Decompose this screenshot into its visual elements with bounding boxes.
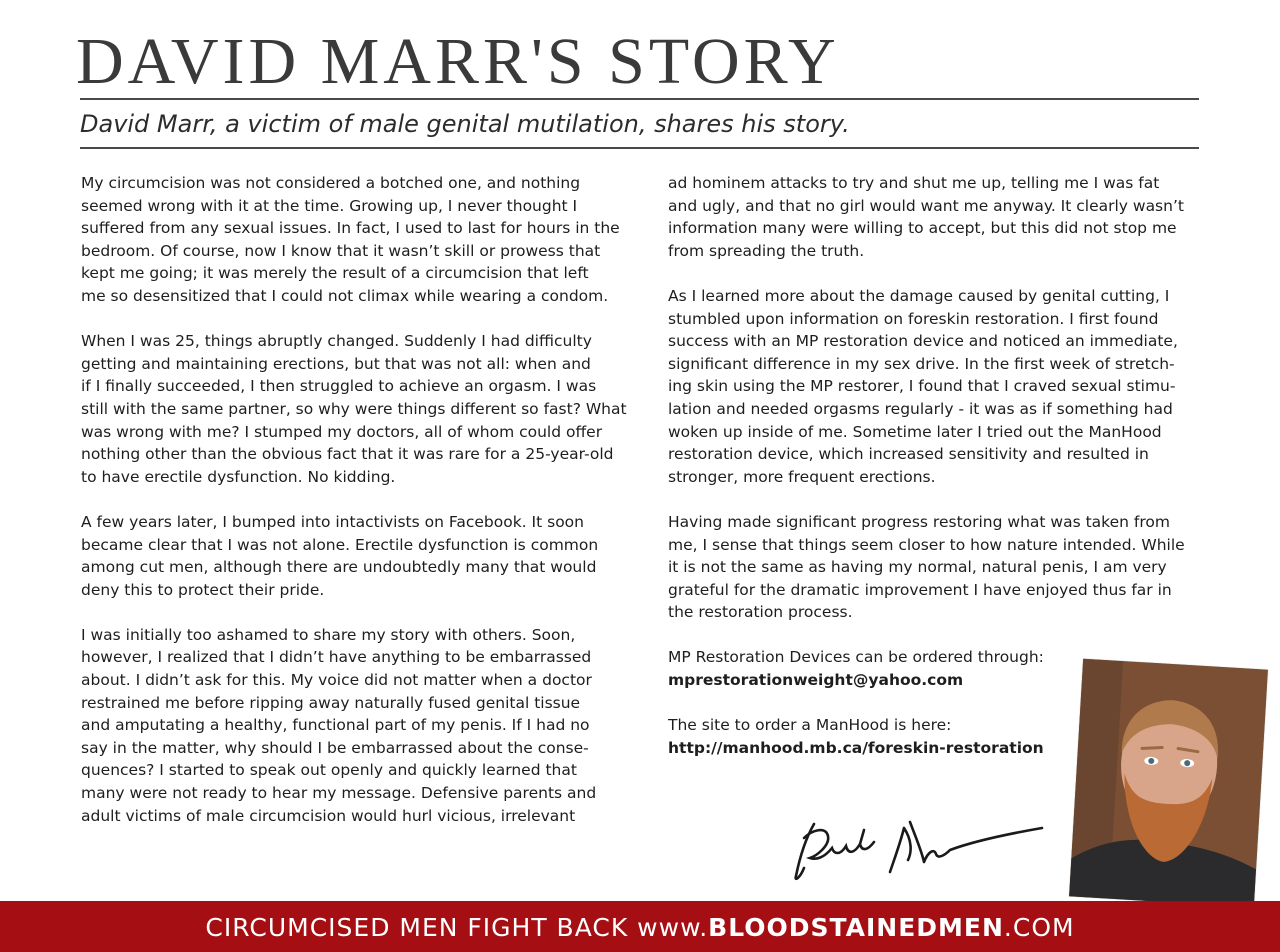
text-line: Having made significant progress restoring what was taken from (668, 512, 1170, 531)
text-line: My circumcision was not considered a botched one, and nothing (81, 174, 581, 192)
text-line: about. I didn’t ask for this. My voice did not matter when a doctor (81, 671, 592, 690)
text-line: kept me going; it was merely the result of a circumcision that left (81, 264, 589, 283)
text-line: among cut men, although there are undoubtedly many that would (81, 558, 597, 577)
text-line: suffered from any sexual issues. In fact, I used to last for hours in the (81, 219, 620, 238)
body-paragraph (81, 511, 621, 601)
text-line: stronger, more frequent erections. (668, 467, 936, 486)
portrait-photo (1069, 659, 1268, 908)
text-line: stumbled upon information on foreskin restoration. I first found (668, 309, 1159, 328)
text-line: ad hominem attacks to try and shut me up, telling me I was fat (668, 174, 1160, 192)
body-paragraph (668, 511, 1208, 624)
text-line: significant difference in my sex drive. In the first week of stretch- (668, 354, 1175, 373)
text-line: A few years later, I bumped into intactivists on Facebook. It soon (81, 512, 584, 531)
right-column-paragraphs (668, 172, 1208, 624)
text-line: however, I realized that I didn’t have anything to be embarrassed (81, 648, 592, 667)
manhood-order-label: The site to order a ManHood is here: (668, 716, 952, 735)
text-line: When I was 25, things abruptly changed. Suddenly I had difficulty (81, 332, 592, 351)
text-line: lation and needed orgasms regularly - it was as if something had (668, 399, 1173, 418)
text-line: many were not ready to hear my message. Defensive parents and (81, 784, 597, 803)
text-line: restoration device, which increased sensitivity and resulted in (668, 445, 1149, 464)
text-line: getting and maintaining erections, but that was not all: when and (81, 354, 591, 373)
text-line: information many were willing to accept, but this did not stop me (668, 219, 1177, 238)
left-column (81, 172, 627, 850)
footer-banner (0, 901, 1280, 952)
body-paragraph (668, 172, 1208, 262)
text-line: woken up inside of me. Sometime later I tried out the ManHood (668, 422, 1162, 441)
text-line: if I finally succeeded, I then struggled to achieve an orgasm. I was (81, 377, 597, 396)
manhood-url-link[interactable]: http://manhood.mb.ca/foreskin-restoration (668, 738, 1044, 757)
footer-text (0, 901, 1280, 952)
text-line: restrained me before ripping away naturally fused genital tissue (81, 693, 581, 712)
text-line: the restoration process. (668, 603, 853, 622)
text-line: say in the matter, why should I be embarrassed about the conse- (81, 738, 589, 757)
text-line: from spreading the truth. (668, 241, 865, 260)
mp-order-label: MP Restoration Devices can be ordered through: (668, 648, 1044, 667)
page-subtitle: David Marr, a victim of male genital mutilation, shares his story. (80, 110, 850, 138)
text-line: deny this to protect their pride. (81, 580, 325, 599)
text-line: success with an MP restoration device and noticed an immediate, (668, 332, 1178, 351)
subtitle-divider (80, 147, 1199, 149)
text-line: seemed wrong with it at the time. Growing up, I never thought I (81, 196, 578, 215)
text-line: still with the same partner, so why were things different so fast? What (81, 399, 627, 418)
text-line: it is not the same as having my normal, natural penis, I am very (668, 558, 1167, 577)
text-line: quences? I started to speak out openly and quickly learned that (81, 761, 577, 780)
page-title: DAVID MARR'S STORY (76, 25, 840, 98)
text-line: was wrong with me? I stumped my doctors, all of whom could offer (81, 422, 603, 441)
mp-email-link[interactable]: mprestorationweight@yahoo.com (668, 671, 964, 690)
text-line: grateful for the dramatic improvement I have enjoyed thus far in (668, 580, 1172, 599)
footer-url-brand: BLOODSTAINEDMEN (708, 913, 1004, 942)
footer-url-prefix: www. (637, 913, 709, 942)
text-line: me, I sense that things seem closer to how nature intended. While (668, 535, 1185, 554)
text-line: I was initially too ashamed to share my story with others. Soon, (81, 625, 576, 644)
text-line: me so desensitized that I could not climax while wearing a condom. (81, 286, 609, 305)
signature-icon (786, 808, 1048, 888)
footer-tagline: CIRCUMCISED MEN FIGHT BACK (205, 913, 629, 942)
text-line: and amputating a healthy, functional part of my penis. If I had no (81, 716, 590, 735)
text-line: became clear that I was not alone. Erectile dysfunction is common (81, 535, 599, 554)
text-line: to have erectile dysfunction. No kidding. (81, 467, 396, 486)
text-line: adult victims of male circumcision would hurl vicious, irrelevant (81, 806, 576, 825)
body-paragraph (81, 624, 621, 827)
text-line: bedroom. Of course, now I know that it wasn’t skill or prowess that (81, 241, 601, 260)
footer-url-suffix: .COM (1003, 913, 1075, 942)
body-paragraph (81, 330, 627, 488)
footer-url[interactable] (637, 913, 1074, 942)
title-divider (80, 98, 1199, 100)
bearded-man-photo-icon (1069, 659, 1268, 908)
body-paragraph (668, 285, 1208, 488)
text-line: As I learned more about the damage caused by genital cutting, I (668, 286, 1170, 305)
text-line: nothing other than the obvious fact that it was rare for a 25-year-old (81, 445, 614, 464)
body-paragraph (81, 172, 621, 308)
text-line: and ugly, and that no girl would want me anyway. It clearly wasn’t (668, 196, 1184, 215)
text-line: ing skin using the MP restorer, I found that I craved sexual stimu- (668, 377, 1176, 396)
